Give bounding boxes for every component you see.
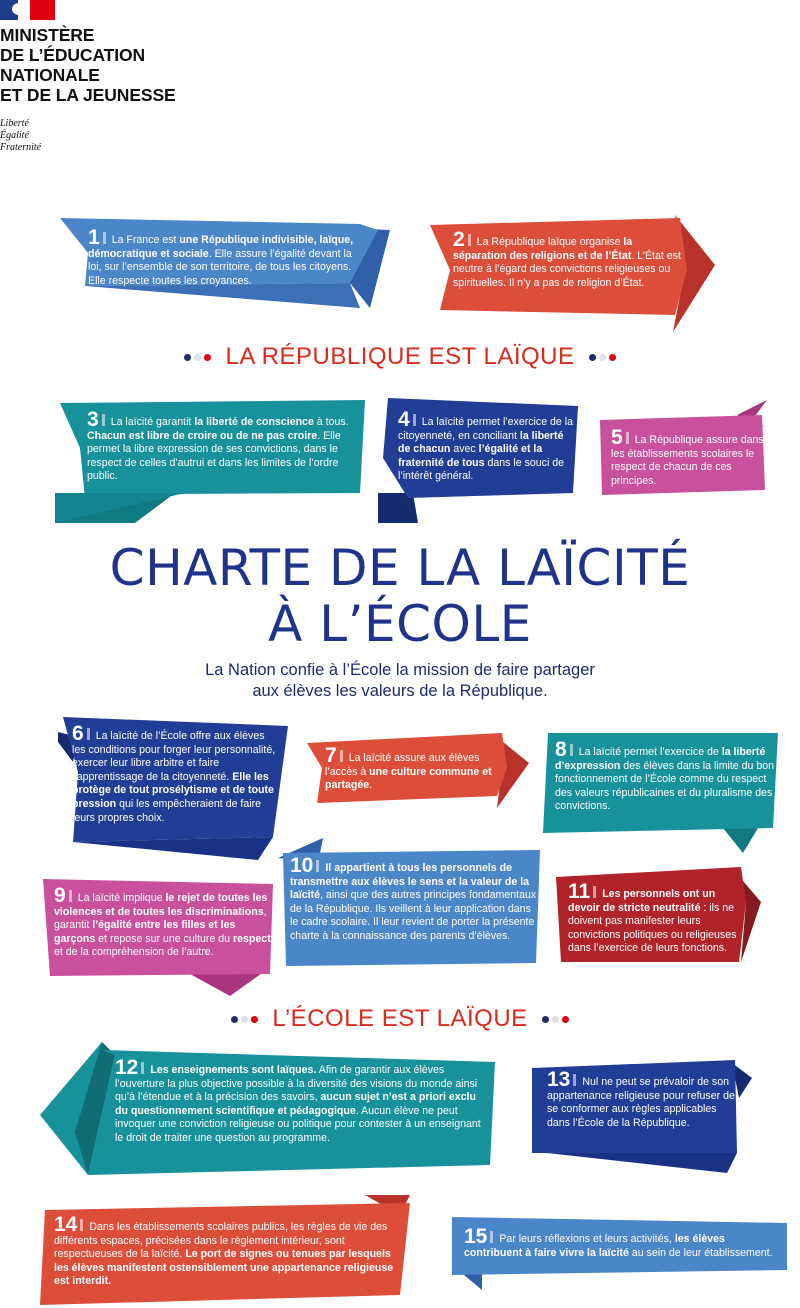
article-text-segment: dans le souci de l’intérêt général.: [398, 456, 565, 483]
article-text-emphasis: Chacun est libre de croire ou de ne pas croire: [87, 429, 318, 442]
charter-subtitle: [0, 660, 800, 702]
article-text-segment: au sein de leur établissement.: [628, 1246, 773, 1259]
motto-line: Liberté: [0, 118, 29, 129]
republic-motto: [0, 118, 41, 154]
separator-bar-icon: [468, 234, 471, 246]
ministry-name: [0, 25, 176, 105]
article-number: 9: [54, 884, 66, 907]
separator-bar-icon: [490, 1231, 493, 1243]
article-text: [325, 744, 500, 793]
article-text-emphasis: Les enseignements sont laïques.: [150, 1064, 317, 1076]
article-text-segment: . Aucun élève ne peut invoquer une conviction religieuse ou politique pour contester à un enseignant le droit de traiter une question au programme.: [115, 1104, 481, 1144]
title-line: CHARTE DE LA LAÏCITÉ: [109, 539, 691, 597]
article-4-ribbon: [378, 398, 583, 523]
article-number: 2: [453, 228, 465, 251]
tricolor-dots-icon: [542, 1016, 569, 1023]
article-text-emphasis: le rejet de toutes les violences et de toutes les discriminations: [54, 892, 268, 918]
article-number: 1: [88, 226, 100, 249]
article-text-emphasis: l’égalité entre les filles et les garçons: [54, 919, 236, 945]
article-13-ribbon: [527, 1058, 752, 1178]
article-text-segment: La laïcité de l’École offre aux élèves les conditions pour forger leur personnalité, exercer leur libre arbitre et faire l’apprentissage de la citoyenneté.: [72, 730, 276, 783]
article-number: 3: [87, 408, 99, 431]
article-text-segment: et de la compréhension de l’autre.: [54, 946, 214, 959]
article-1-ribbon: [60, 208, 400, 308]
article-number: 7: [325, 744, 337, 767]
article-text-emphasis: une culture commune et partagée: [325, 765, 492, 792]
article-2-ribbon: [425, 210, 725, 335]
article-text-segment: .: [369, 779, 373, 792]
article-text-emphasis: Elle les protège de tout prosélytisme et de toute pression: [72, 770, 274, 810]
article-text-segment: La laïcité garantit: [110, 416, 195, 428]
marianne-flag-icon: [0, 0, 55, 20]
subtitle-line: La Nation confie à l’École la mission de faire partager: [205, 661, 595, 679]
article-15-ribbon: [452, 1215, 792, 1290]
section-title-ecole: [0, 1005, 800, 1033]
article-text: [115, 1056, 490, 1146]
article-5-ribbon: [597, 400, 777, 500]
article-number: 4: [398, 408, 410, 431]
article-text-segment: : ils ne doivent pas manifester leurs convictions politiques ou religieuses dans l’exercice de leurs fonctions.: [568, 901, 737, 955]
article-text-segment: avec: [450, 443, 479, 456]
article-12-ribbon: [40, 1040, 500, 1175]
article-text: [547, 1068, 737, 1130]
subtitle-line: aux élèves les valeurs de la République.: [252, 682, 548, 700]
article-number: 11: [568, 880, 591, 903]
article-number: 14: [54, 1213, 78, 1236]
article-text-emphasis: aucun sujet n’est a priori exclu du questionnement scientifique et pédagogique: [115, 1091, 476, 1117]
article-text-emphasis: la séparation des religions et de l’État: [453, 236, 633, 262]
article-text-segment: , garantit: [54, 905, 267, 932]
separator-bar-icon: [87, 728, 90, 740]
separator-bar-icon: [69, 890, 72, 902]
article-number: 8: [555, 738, 567, 761]
charter-title: [0, 540, 800, 652]
ministry-line: MINISTÈRE: [0, 25, 95, 45]
article-text-segment: . L’État est neutre à l’égard des convictions religieuses ou spirituelles. Il n’y a pas de religion d’État.: [453, 249, 681, 289]
separator-bar-icon: [413, 414, 416, 426]
article-text-segment: La laïcité assure aux élèves l’accès à: [325, 752, 480, 778]
article-10-ribbon: [278, 838, 545, 973]
article-text-emphasis: Les personnels ont un devoir de stricte neutralité: [568, 888, 716, 914]
article-text-emphasis: la liberté de conscience: [194, 416, 314, 428]
article-9-ribbon: [40, 876, 280, 1001]
article-number: 15: [464, 1225, 488, 1248]
article-text: [54, 884, 274, 960]
ministry-line: DE L’ÉDUCATION: [0, 45, 146, 65]
article-text-emphasis: Il appartient à tous les personnels de transmettre aux élèves le sens et la valeur de la laïcité: [290, 862, 530, 902]
article-number: 6: [72, 722, 84, 745]
section-title-republique: [0, 343, 800, 371]
separator-bar-icon: [593, 886, 596, 898]
article-text-segment: qui les empêcheraient de faire leurs propres choix.: [72, 797, 262, 824]
article-number: 5: [611, 426, 623, 449]
tricolor-dots-icon: [184, 354, 211, 361]
article-text: [88, 226, 363, 288]
tricolor-dots-icon: [589, 354, 616, 361]
article-text: [453, 228, 683, 290]
separator-bar-icon: [103, 232, 106, 244]
article-text: [555, 738, 775, 814]
article-text: [398, 408, 578, 484]
separator-bar-icon: [573, 1074, 576, 1086]
article-text-segment: Dans les établissements scolaires publics, les règles de vie des différents espaces, précisées dans le règlement intérieur, sont respectueuses de la laïcité.: [54, 1221, 388, 1261]
section-title-text: LA RÉPUBLIQUE EST LAÏQUE: [225, 343, 575, 370]
article-text-segment: La laïcité permet l’exercice de: [578, 746, 722, 758]
article-text-segment: Par leurs réflexions et leurs activités,: [499, 1233, 675, 1245]
article-text-segment: et repose sur une culture du: [95, 932, 234, 945]
article-text-segment: . Elle assure l’égalité devant la loi, sur l’ensemble de son territoire, de tous les citoyens. Elle respecte toutes les croyances.: [88, 247, 352, 287]
article-text-segment: à tous.: [313, 416, 349, 428]
article-text-emphasis: les élèves contribuent à faire vivre la laïcité: [464, 1233, 725, 1259]
article-text: [568, 880, 743, 956]
article-number: 13: [547, 1068, 571, 1091]
ministry-line: ET DE LA JEUNESSE: [0, 85, 176, 105]
article-text-segment: La République laïque organise: [476, 236, 624, 248]
article-text-emphasis: la liberté d’expression: [555, 746, 766, 772]
section-title-text: L’ÉCOLE EST LAÏQUE: [272, 1005, 528, 1032]
article-text-segment: Nul ne peut se prévaloir de son appartenance religieuse pour refuser de se conformer aux règles applicables dans l’École de la République.: [547, 1076, 735, 1129]
article-text-segment: Afin de garantir aux élèves l’ouverture la plus objective possible à la diversité des visions du monde ainsi qu’à l’étendue et à la précision des savoirs,: [115, 1064, 478, 1104]
article-text-segment: La laïcité permet l’exercice de la citoyenneté, en conciliant: [398, 416, 574, 442]
article-text-segment: La laïcité implique: [77, 892, 166, 904]
article-text-emphasis: la liberté de chacun: [398, 429, 564, 456]
article-text-emphasis: Le port de signes ou tenues par lesquels les élèves manifestent ostensiblement une appartenance religieuse est interdit.: [54, 1248, 394, 1288]
article-text-emphasis: l’égalité et la fraternité de tous: [398, 443, 543, 469]
article-3-ribbon: [55, 398, 370, 523]
article-text-emphasis: une République indivisible, laïque, démocratique et sociale: [88, 234, 354, 260]
article-text-segment: , ainsi que des autres principes fondamentaux de la République. Ils veillent à leur application dans le cadre scolaire. Il leur revient de porter la présente charte à la connaissance des parents d’élèves.: [290, 889, 537, 942]
separator-bar-icon: [141, 1062, 144, 1074]
article-text-segment: des élèves dans la limite du bon fonctionnement de l’École comme du respect des valeurs républicaines et du pluralisme des convictions.: [555, 759, 775, 813]
motto-line: Égalité: [0, 130, 29, 141]
article-number: 12: [115, 1056, 139, 1079]
article-6-ribbon: [58, 712, 293, 862]
article-text-emphasis: respect: [233, 932, 271, 945]
title-line: À L’ÉCOLE: [268, 595, 532, 653]
separator-bar-icon: [316, 860, 319, 872]
ministry-line: NATIONALE: [0, 65, 100, 85]
article-11-ribbon: [556, 862, 771, 967]
article-14-ribbon: [40, 1195, 420, 1308]
separator-bar-icon: [340, 750, 343, 762]
separator-bar-icon: [102, 414, 105, 426]
separator-bar-icon: [80, 1219, 83, 1231]
article-text: [87, 408, 367, 484]
article-text: [464, 1225, 784, 1260]
article-8-ribbon: [543, 728, 783, 853]
article-text-segment: . Elle permet la libre expression de ses convictions, dans le respect de celles d’autrui et dans les limites de l’ordre public.: [87, 429, 341, 483]
motto-line: Fraternité: [0, 142, 42, 153]
article-text-segment: La République assure dans les établissements scolaires le respect de chacun de ces principes.: [611, 434, 764, 487]
article-text: [72, 722, 277, 825]
article-text: [290, 854, 540, 944]
separator-bar-icon: [626, 432, 629, 444]
article-text: [54, 1213, 404, 1289]
article-text-segment: La France est: [111, 234, 180, 246]
article-number: 10: [290, 854, 314, 877]
tricolor-dots-icon: [231, 1016, 258, 1023]
article-7-ribbon: [307, 728, 532, 813]
separator-bar-icon: [570, 744, 573, 756]
article-text: [611, 426, 771, 488]
